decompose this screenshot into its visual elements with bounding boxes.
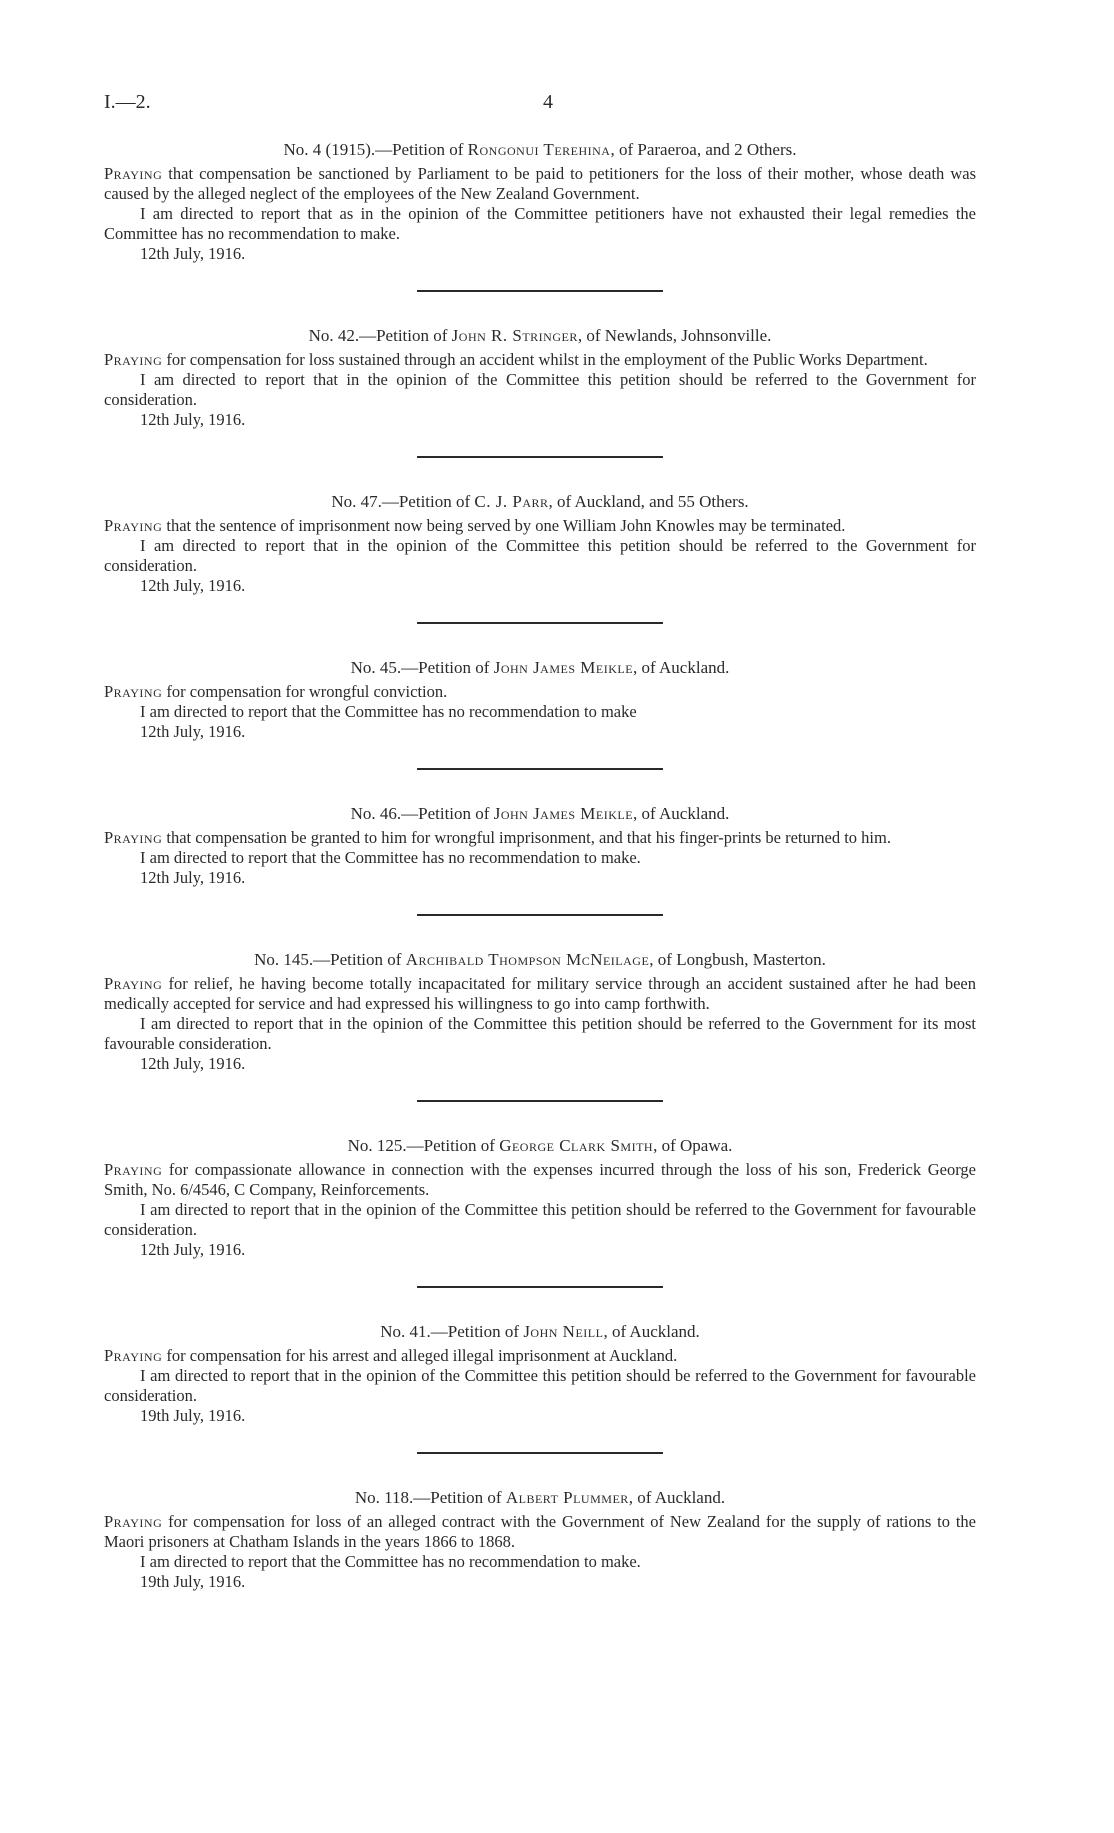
petition-heading: No. 125.—Petition of George Clark Smith, of Opawa. <box>347 1136 733 1155</box>
report-date: 19th July, 1916. <box>140 1406 246 1425</box>
petition-heading: No. 45.—Petition of John James Meikle, of Auckland. <box>350 658 730 677</box>
petitioner-name: Archibald Thompson McNeilage <box>405 950 650 969</box>
committee-report: I am directed to report that in the opinion of the Committee this petition should be referred to the Government for consideration. <box>104 370 976 409</box>
petitioner-name: Albert Plummer <box>505 1488 629 1507</box>
committee-report: I am directed to report that in the opinion of the Committee this petition should be referred to the Government for favourable consideration. <box>104 1366 976 1405</box>
petition-heading: No. 46.—Petition of John James Meikle, of Auckland. <box>350 804 730 823</box>
report-date: 12th July, 1916. <box>140 868 246 887</box>
committee-report: I am directed to report that in the opinion of the Committee this petition should be referred to the Government for its most favourable consideration. <box>104 1014 976 1053</box>
petition-heading: No. 47.—Petition of C. J. Parr, of Auckland, and 55 Others. <box>331 492 749 511</box>
petition-prayer: Praying for compassionate allowance in connection with the expenses incurred through the loss of his son, Frederick George Smith, No. 6/4546, C Company, Reinforcements. <box>104 1160 976 1199</box>
petition-prayer: Praying that compensation be granted to him for wrongful imprisonment, and that his finger-prints be returned to him. <box>104 828 891 847</box>
petitioner-name: John James Meikle <box>493 804 634 823</box>
petitions-list <box>104 140 976 1592</box>
report-date: 12th July, 1916. <box>140 1054 246 1073</box>
committee-report: I am directed to report that the Committee has no recommendation to make. <box>140 1552 641 1571</box>
petition-entry <box>104 1136 976 1260</box>
section-divider <box>417 1286 663 1288</box>
report-date: 19th July, 1916. <box>140 1572 246 1591</box>
committee-report: I am directed to report that the Committee has no recommendation to make <box>140 702 637 721</box>
petition-heading: No. 41.—Petition of John Neill, of Auckland. <box>380 1322 700 1341</box>
petition-heading: No. 42.—Petition of John R. Stringer, of Newlands, Johnsonville. <box>308 326 772 345</box>
section-divider <box>417 768 663 770</box>
petition-entry <box>104 804 976 888</box>
committee-report: I am directed to report that as in the opinion of the Committee petitioners have not exhausted their legal remedies the Committee has no recommendation to make. <box>104 204 976 243</box>
petitioner-name: John R. Stringer <box>451 326 578 345</box>
petition-prayer: Praying for compensation for his arrest and alleged illegal imprisonment at Auckland. <box>104 1346 678 1365</box>
petition-entry <box>104 140 976 264</box>
section-divider <box>417 622 663 624</box>
page-number: 4 <box>543 91 553 113</box>
petitioner-name: George Clark Smith <box>499 1136 654 1155</box>
section-divider <box>417 1100 663 1102</box>
page-reference: I.—2. <box>104 91 151 113</box>
petition-prayer: Praying for compensation for wrongful conviction. <box>104 682 448 701</box>
petitioner-name: Rongonui Terehina <box>467 140 611 159</box>
petitioner-name: John Neill <box>523 1322 604 1341</box>
report-date: 12th July, 1916. <box>140 410 246 429</box>
petition-heading: No. 4 (1915).—Petition of Rongonui Terehina, of Paraeroa, and 2 Others. <box>283 140 797 159</box>
committee-report: I am directed to report that in the opinion of the Committee this petition should be referred to the Government for favourable consideration. <box>104 1200 976 1239</box>
petition-prayer: Praying for relief, he having become totally incapacitated for military service through an accident sustained after he had been medically accepted for service and had expressed his willingness to go into camp forthwith. <box>104 974 976 1013</box>
petitioner-name: C. J. Parr <box>474 492 549 511</box>
petition-prayer: Praying for compensation for loss of an alleged contract with the Government of New Zealand for the supply of rations to the Maori prisoners at Chatham Islands in the years 1866 to 1868. <box>104 1512 976 1551</box>
report-date: 12th July, 1916. <box>140 1240 246 1259</box>
section-divider <box>417 914 663 916</box>
petition-entry <box>104 326 976 430</box>
petition-entry <box>104 950 976 1074</box>
report-date: 12th July, 1916. <box>140 244 246 263</box>
petition-prayer: Praying that the sentence of imprisonment now being served by one William John Knowles may be terminated. <box>104 516 846 535</box>
petition-entry <box>104 1488 976 1592</box>
petition-entry <box>104 1322 976 1426</box>
petition-heading: No. 145.—Petition of Archibald Thompson McNeilage, of Longbush, Masterton. <box>254 950 826 969</box>
committee-report: I am directed to report that in the opinion of the Committee this petition should be referred to the Government for consideration. <box>104 536 976 575</box>
section-divider <box>417 456 663 458</box>
section-divider <box>417 290 663 292</box>
section-divider <box>417 1452 663 1454</box>
petition-heading: No. 118.—Petition of Albert Plummer, of Auckland. <box>354 1488 726 1507</box>
petitioner-name: John James Meikle <box>493 658 634 677</box>
report-date: 12th July, 1916. <box>140 722 246 741</box>
petition-prayer: Praying that compensation be sanctioned by Parliament to be paid to petitioners for the loss of their mother, whose death was caused by the alleged neglect of the employees of the New Zealand Government. <box>104 164 976 203</box>
petition-entry <box>104 492 976 596</box>
petition-prayer: Praying for compensation for loss sustained through an accident whilst in the employment of the Public Works Department. <box>104 350 928 369</box>
report-date: 12th July, 1916. <box>140 576 246 595</box>
petition-entry <box>104 658 976 742</box>
committee-report: I am directed to report that the Committee has no recommendation to make. <box>140 848 641 867</box>
